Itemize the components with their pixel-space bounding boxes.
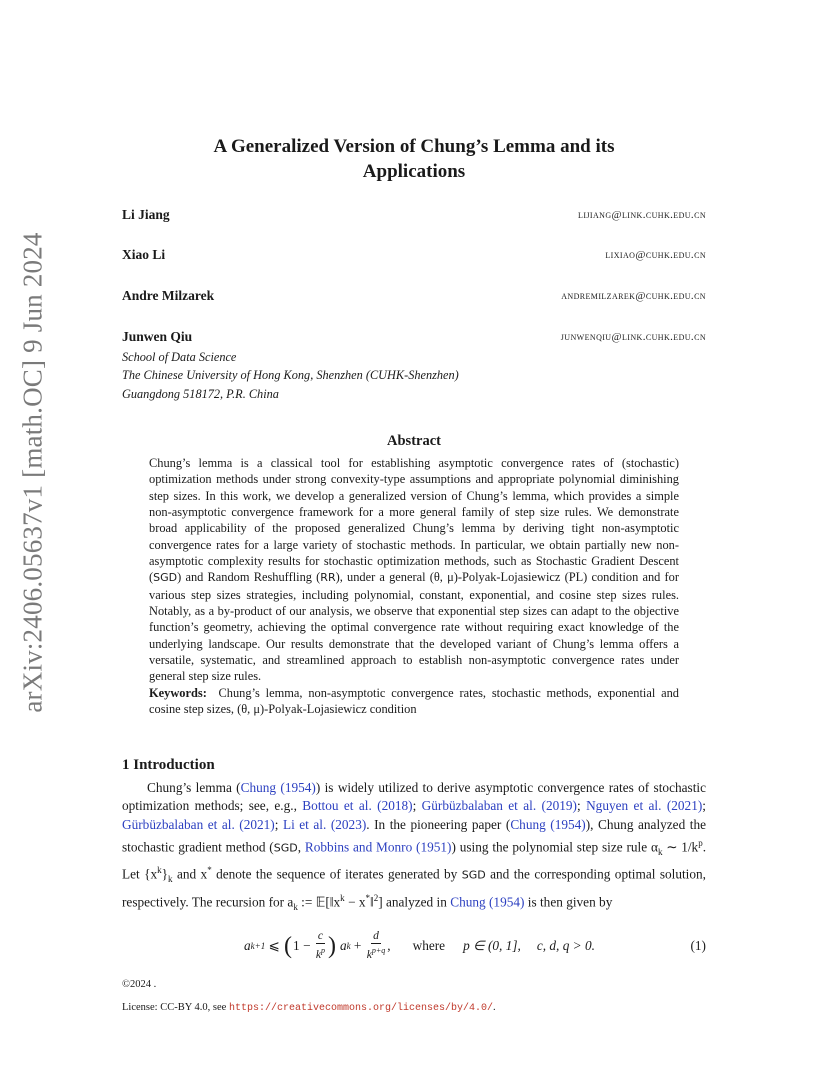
paper-title — [122, 134, 706, 184]
author-email[interactable]: lixiao@cuhk.edu.cn — [605, 249, 706, 261]
abstract-body — [149, 455, 679, 718]
frac-denominator: k — [366, 948, 372, 961]
rr-acronym: RR — [320, 571, 336, 585]
body-text: and x — [172, 866, 208, 882]
abstract-text: Chung’s lemma is a classical tool for establishing asymptotic convergence rates of (stochastic) optimization methods under strong convexity-type assumptions and appropriate polynomial diminishing step sizes. In this work, we develop a generalized version of Chung’s lemma, which provides a simple non-asymptotic convergence framework for a more general family of step size rules. We demonstrate broad applicability of the proposed generalized Chung’s lemma by deriving tight non-asymptotic convergence rates for a large variety of stochastic methods. In particular, we obtain partially new non-asymptotic complexity results for stochastic optimization methods, such as Stochastic Gradient Descent ( — [149, 456, 679, 585]
frac-exponent: p — [320, 946, 325, 956]
body-text: − x — [344, 894, 366, 910]
body-text: Chung’s lemma ( — [147, 780, 241, 795]
keywords-label: Keywords: — [149, 685, 207, 700]
frac-numerator: c — [317, 930, 323, 943]
eq-term: 1 − — [293, 938, 314, 953]
body-text: ; — [412, 798, 422, 814]
citation-link[interactable]: Robbins and Monro (1951) — [304, 839, 452, 855]
arxiv-identifier: arXiv:2406.05637v1 [math.OC] 9 Jun 2024 — [17, 231, 48, 713]
body-text: ) using the polynomial step size rule α — [451, 839, 658, 855]
license-link[interactable]: https://creativecommons.org/licenses/by/4.0/ — [228, 1003, 493, 1014]
author-name: Li Jiang — [122, 207, 170, 222]
author-row — [122, 288, 706, 308]
affiliation-line: Guangdong 518172, P.R. China — [122, 386, 279, 401]
abstract-text: ), under a general (θ, μ)-Polyak-Lojasiewicz (PL) condition and for various step sizes strategies, including polynomial, constant, exponential, and cosine step sizes rules. Notably, as a by-product of our analysis, we observe that exponential step sizes can adapt to the objective function’s geometry, achieving the optimal convergence rate without requiring exact knowledge of the underlying landscape. Our results demonstrate that the developed variant of Chung’s lemma offers a versatile, systematic, and streamlined approach to establish non-asymptotic convergence rates under general step size rules. — [149, 570, 679, 684]
title-line-2: Applications — [362, 161, 466, 182]
license-text: License: CC-BY 4.0, see — [122, 1002, 229, 1013]
eq-punct: , — [387, 938, 391, 953]
body-text: is then given by — [524, 894, 613, 910]
frac-numerator: d — [373, 930, 379, 943]
body-text: ; — [702, 798, 706, 814]
body-text: , — [297, 839, 305, 855]
citation-link[interactable]: Chung (1954) — [450, 894, 525, 910]
body-text: ), Chung analyzed the stochastic gradient method ( — [122, 816, 706, 855]
eq-symbol: a — [244, 938, 251, 953]
author-name: Xiao Li — [122, 247, 166, 262]
license-end: . — [492, 1002, 496, 1013]
author-row — [122, 247, 706, 267]
eq-subscript: k+1 — [250, 941, 266, 951]
eq-where: where — [412, 938, 446, 953]
body-text: ; — [274, 816, 283, 832]
equation-1 — [122, 928, 706, 964]
sgd-acronym: SGD — [461, 868, 486, 882]
author-email[interactable]: junwenqiu@link.cuhk.edu.cn — [560, 331, 706, 343]
author-email[interactable]: lijiang@link.cuhk.edu.cn — [578, 209, 706, 221]
eq-operator: + — [350, 938, 365, 953]
frac-exponent: p+q — [371, 946, 386, 956]
frac-denominator: k — [315, 948, 321, 961]
body-text: ∼ 1/k — [662, 839, 699, 855]
affiliation-line: The Chinese University of Hong Kong, Shenzhen (CUHK-Shenzhen) — [122, 368, 459, 383]
body-text: ; — [577, 798, 587, 814]
keywords — [149, 685, 679, 718]
body-text: and the corresponding optimal solution, respectively. The recursion for a — [122, 866, 706, 910]
left-paren: ( — [284, 933, 293, 959]
author-email[interactable]: andremilzarek@cuhk.edu.cn — [561, 290, 706, 302]
equation-number: (1) — [690, 938, 706, 953]
body-text: := 𝔼[‖x — [297, 894, 341, 910]
citation-link[interactable]: Chung (1954) — [510, 816, 586, 832]
eq-subscript: k — [346, 941, 351, 951]
right-paren: ) — [327, 933, 336, 959]
citation-link[interactable]: Gürbüzbalaban et al. (2021) — [122, 816, 275, 832]
fraction-d-over-kpq — [367, 930, 386, 962]
license-line — [122, 1002, 496, 1014]
author-name: Junwen Qiu — [122, 329, 193, 344]
copyright-note: ©2024 . — [122, 979, 157, 990]
eq-condition: c, d, q > 0. — [536, 938, 595, 953]
citation-link[interactable]: Gürbüzbalaban et al. (2019) — [421, 798, 577, 814]
eq-operator: ⩽ — [265, 938, 284, 953]
citation-link[interactable]: Li et al. (2023) — [282, 816, 367, 832]
title-line-1: A Generalized Version of Chung’s Lemma and its — [213, 136, 615, 157]
affiliation-line: School of Data Science — [122, 350, 237, 364]
abstract-text: ) and Random Reshuffling ( — [177, 570, 321, 585]
arxiv-sidebar-stamp — [10, 231, 56, 713]
body-text: . Let {x — [122, 839, 707, 882]
body-text: } — [161, 866, 169, 882]
eq-condition: p ∈ (0, 1], — [463, 938, 521, 953]
author-row — [122, 329, 706, 349]
body-text: denote the sequence of iterates generated by — [211, 866, 462, 882]
section-heading: 1 Introduction — [122, 757, 215, 773]
abstract-heading: Abstract — [387, 433, 441, 449]
citation-link[interactable]: Nguyen et al. (2021) — [586, 798, 703, 814]
affiliation — [122, 348, 459, 403]
body-text: ‖ — [369, 894, 374, 910]
equation-body — [244, 928, 595, 964]
body-text: ] analyzed in — [378, 894, 451, 910]
eq-symbol: a — [339, 938, 347, 953]
citation-link[interactable]: Bottou et al. (2018) — [302, 798, 413, 814]
intro-paragraph: Chung’s lemma (Chung (1954)) is widely utilized to derive asymptotic convergence rates of stochastic optimization methods; see, e.g., Bottou et al. (2018); Gürbüzbalaban et al. (2019); Nguyen et al. (2021); Gürbüzbalaban et al. (2021); Li et al. (2023). In the pioneering paper (Chung (1954)), Chung analyzed the stochastic gradient method (SGD, Robbins and Monro (1951)) using the polynomial step size rule $\alpha_k$ ∼ $1/k^p$. Let $\{x^k\}_k$ and x* denote the sequence of iterates generated by SGD and the corresponding optimal solution, respectively. The recursion for $a_k$ := $𝔼[‖x^k$ − x*‖$^2$] analyzed in Chung (1954) is then given by — [122, 780, 707, 912]
sgd-acronym: SGD — [273, 841, 298, 855]
author-row — [122, 207, 706, 227]
citation-link[interactable]: Chung (1954) — [240, 780, 316, 795]
body-text: . In the pioneering paper ( — [366, 816, 511, 832]
sgd-acronym: SGD — [153, 571, 178, 585]
author-name: Andre Milzarek — [122, 288, 215, 303]
fraction-c-over-kp — [316, 930, 325, 962]
keywords-text: Chung’s lemma, non-asymptotic convergence rates, stochastic methods, exponential and cosine step sizes, (θ, μ)-Polyak-Lojasiewicz condition — [149, 685, 679, 717]
body-text: ) is widely utilized to derive asymptotic convergence rates of stochastic optimization methods; see, e.g., — [122, 780, 706, 814]
